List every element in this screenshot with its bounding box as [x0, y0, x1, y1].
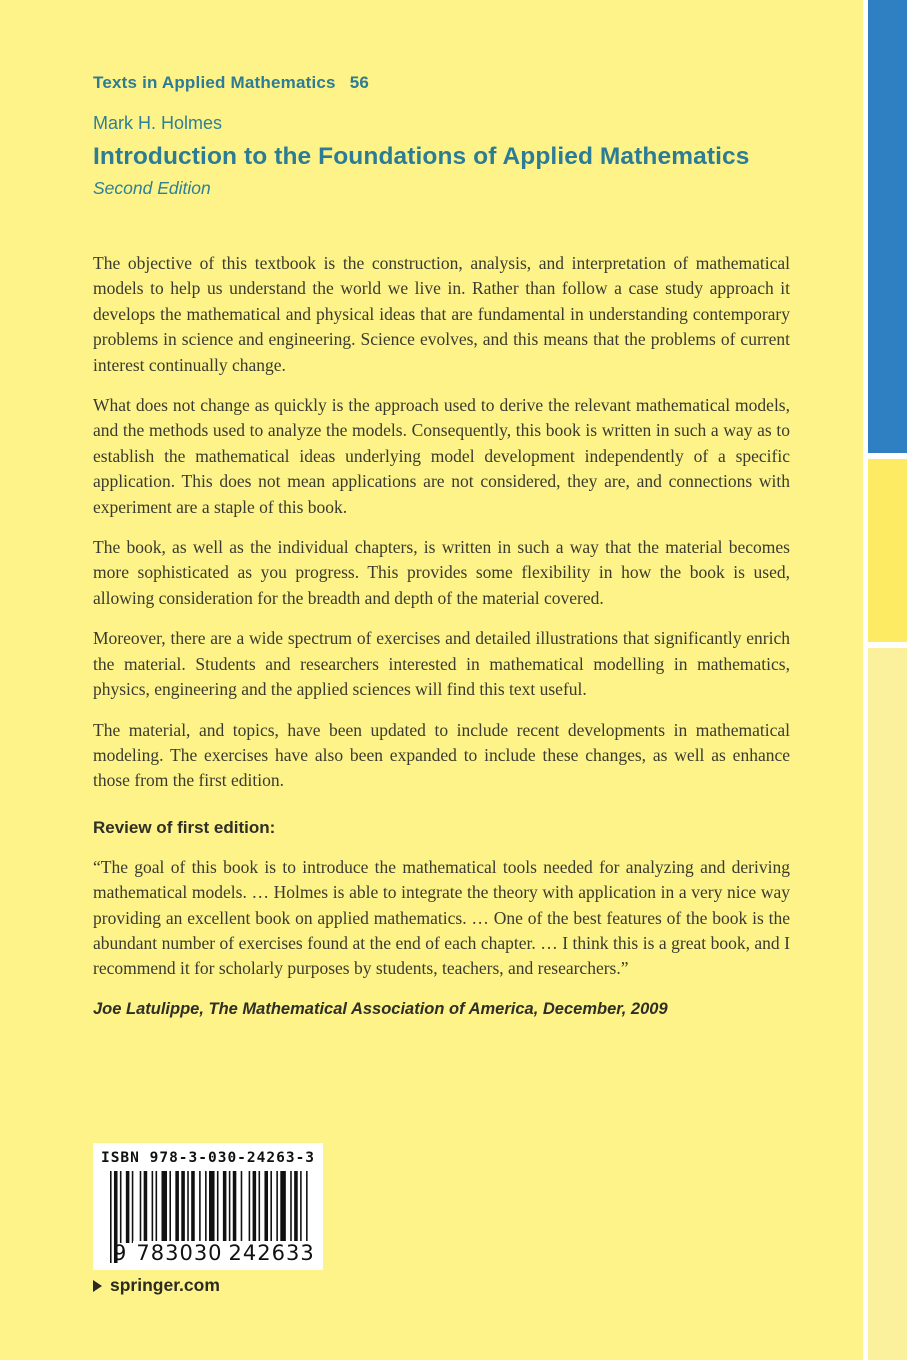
ean-digit-group: 242633	[226, 1241, 318, 1265]
book-title: Introduction to the Foundations of Applied Mathematics	[93, 143, 750, 170]
description-paragraph: Moreover, there are a wide spectrum of exercises and detailed illustrations that significantly enrich the material. Students and researchers interested in mathematical modelling in mathematics, physics, engineering and the applied sciences will find this text useful.	[93, 628, 790, 700]
stripe-blue-block	[868, 0, 907, 453]
stripe-yellow-block	[868, 459, 907, 642]
arrow-right-icon	[93, 1280, 102, 1292]
review-attribution: Joe Latulippe, The Mathematical Association of America, December, 2009	[93, 999, 668, 1018]
description-paragraph: The objective of this textbook is the construction, analysis, and interpretation of mathematical models to help us understand the world we live in. Rather than follow a case study approach it develops the mathematical and physical ideas that are fundamental in understanding contemporary problems in science and engineering. Science evolves, and this means that the problems of current interest continually change.	[93, 253, 790, 375]
stripe-light-yellow-block	[868, 648, 907, 1360]
description-paragraph: What does not change as quickly is the approach used to derive the relevant mathematical models, and the methods used to analyze the models. Consequently, this book is written in such a way as to establish the mathematical ideas underlying model development independently of a specific application. This does not mean applications are not considered, they are, and connections with experiment are a staple of this book.	[93, 395, 790, 517]
ean-digit-group: 783030	[133, 1241, 225, 1265]
publisher-url: springer.com	[110, 1275, 220, 1295]
right-edge-stripe	[863, 0, 907, 1360]
series-number: 56	[349, 73, 370, 92]
barcode-bars	[110, 1171, 315, 1265]
publisher-line	[93, 1275, 220, 1296]
ean-digits	[110, 1241, 315, 1265]
isbn-number: ISBN 978-3-030-24263-3	[100, 1150, 316, 1166]
edition-label: Second Edition	[93, 178, 211, 198]
review-heading: Review of first edition:	[93, 817, 276, 837]
author-name: Mark H. Holmes	[93, 113, 223, 133]
review-quote: “The goal of this book is to introduce the mathematical tools needed for analyzing and deriving mathematical models. … Holmes is able to integrate the theory with application in a very nice way providing an excellent book on applied mathematics. … One of the best features of the book is the abundant number of exercises found at the end of each chapter. … I think this is a great book, and I recommend it for scholarly purposes by students, teachers, and researchers.”	[93, 856, 790, 979]
series-name: Texts in Applied Mathematics	[93, 73, 336, 92]
ean-digit-group: 9	[113, 1241, 128, 1265]
description-paragraphs	[93, 251, 790, 794]
description-paragraph: The material, and topics, have been updated to include recent developments in mathematical modeling. The exercises have also been expanded to include these changes, as well as enhance those from the first edition.	[93, 719, 790, 791]
isbn-barcode	[93, 1143, 323, 1270]
series-title	[93, 73, 790, 93]
cover-content	[93, 0, 790, 1019]
description-paragraph: The book, as well as the individual chapters, is written in such a way that the material becomes more sophisticated as you progress. This provides some flexibility in how the book is used, allowing consideration for the breadth and depth of the material covered.	[93, 537, 790, 608]
